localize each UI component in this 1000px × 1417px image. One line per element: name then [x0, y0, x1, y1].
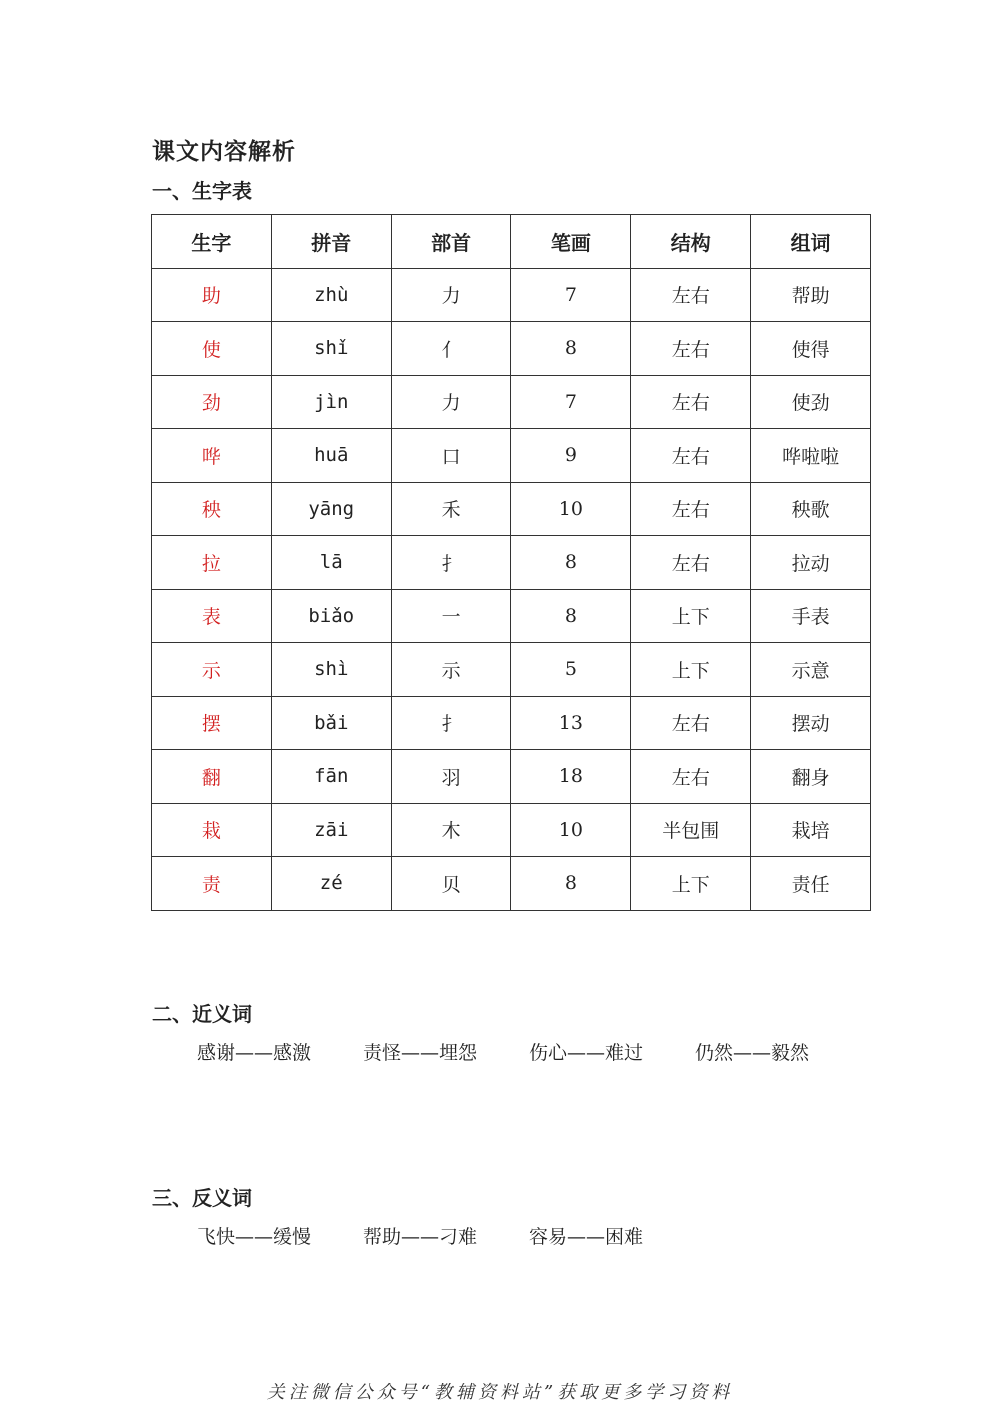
synonym-list — [197, 1038, 861, 1065]
structure-cell: 左右 — [631, 696, 751, 750]
word-cell: 责任 — [751, 857, 871, 911]
table-row — [152, 482, 871, 536]
word-cell: 摆动 — [751, 696, 871, 750]
synonym-pair: 仍然——毅然 — [695, 1042, 810, 1064]
table-header-row — [152, 215, 871, 269]
word-cell: 拉动 — [751, 536, 871, 590]
table-row — [152, 803, 871, 857]
structure-cell: 上下 — [631, 643, 751, 697]
radical-cell: 木 — [391, 803, 511, 857]
column-header: 生字 — [152, 215, 272, 269]
radical-cell: 扌 — [391, 536, 511, 590]
strokes-cell: 8 — [511, 857, 631, 911]
section-heading-synonyms: 二、近义词 — [152, 1002, 252, 1026]
pinyin-cell: bǎi — [271, 696, 391, 750]
pinyin-cell: huā — [271, 429, 391, 483]
radical-cell: 羽 — [391, 750, 511, 804]
char-cell: 栽 — [152, 803, 272, 857]
radical-cell: 一 — [391, 589, 511, 643]
table-row — [152, 322, 871, 376]
strokes-cell: 8 — [511, 536, 631, 590]
table-row — [152, 857, 871, 911]
column-header: 部首 — [391, 215, 511, 269]
strokes-cell: 7 — [511, 375, 631, 429]
strokes-cell: 10 — [511, 482, 631, 536]
pinyin-cell: zé — [271, 857, 391, 911]
column-header: 笔画 — [511, 215, 631, 269]
page-title: 课文内容解析 — [152, 138, 296, 165]
pinyin-cell: zhù — [271, 268, 391, 322]
radical-cell: 示 — [391, 643, 511, 697]
synonym-pair: 感谢——感激 — [197, 1042, 312, 1064]
char-cell: 翻 — [152, 750, 272, 804]
section-heading-antonyms: 三、反义词 — [152, 1186, 252, 1210]
structure-cell: 左右 — [631, 268, 751, 322]
structure-cell: 左右 — [631, 750, 751, 804]
antonym-pair: 帮助——刁难 — [363, 1226, 478, 1248]
table-row — [152, 589, 871, 643]
pinyin-cell: jìn — [271, 375, 391, 429]
strokes-cell: 13 — [511, 696, 631, 750]
antonym-list — [197, 1222, 695, 1249]
word-cell: 示意 — [751, 643, 871, 697]
column-header: 组词 — [751, 215, 871, 269]
table-row — [152, 536, 871, 590]
pinyin-cell: biǎo — [271, 589, 391, 643]
word-cell: 翻身 — [751, 750, 871, 804]
word-cell: 帮助 — [751, 268, 871, 322]
synonym-pair: 伤心——难过 — [529, 1042, 644, 1064]
column-header: 拼音 — [271, 215, 391, 269]
pinyin-cell: shǐ — [271, 322, 391, 376]
char-cell: 示 — [152, 643, 272, 697]
char-cell: 摆 — [152, 696, 272, 750]
table-row — [152, 696, 871, 750]
structure-cell: 左右 — [631, 536, 751, 590]
radical-cell: 扌 — [391, 696, 511, 750]
radical-cell: 力 — [391, 268, 511, 322]
strokes-cell: 8 — [511, 589, 631, 643]
strokes-cell: 7 — [511, 268, 631, 322]
char-cell: 助 — [152, 268, 272, 322]
radical-cell: 力 — [391, 375, 511, 429]
structure-cell: 上下 — [631, 857, 751, 911]
pinyin-cell: yāng — [271, 482, 391, 536]
char-cell: 拉 — [152, 536, 272, 590]
strokes-cell: 8 — [511, 322, 631, 376]
table-row — [152, 643, 871, 697]
pinyin-cell: lā — [271, 536, 391, 590]
pinyin-cell: zāi — [271, 803, 391, 857]
pinyin-cell: fān — [271, 750, 391, 804]
footer-note: 关注微信公众号“教辅资料站”获取更多学习资料 — [266, 1382, 734, 1403]
word-cell: 哗啦啦 — [751, 429, 871, 483]
structure-cell: 左右 — [631, 375, 751, 429]
antonym-pair: 容易——困难 — [529, 1226, 644, 1248]
word-cell: 使劲 — [751, 375, 871, 429]
structure-cell: 左右 — [631, 429, 751, 483]
structure-cell: 上下 — [631, 589, 751, 643]
strokes-cell: 9 — [511, 429, 631, 483]
table-row — [152, 429, 871, 483]
char-cell: 表 — [152, 589, 272, 643]
strokes-cell: 18 — [511, 750, 631, 804]
table-row — [152, 268, 871, 322]
structure-cell: 半包围 — [631, 803, 751, 857]
word-cell: 使得 — [751, 322, 871, 376]
radical-cell: 口 — [391, 429, 511, 483]
char-cell: 使 — [152, 322, 272, 376]
word-cell: 手表 — [751, 589, 871, 643]
structure-cell: 左右 — [631, 322, 751, 376]
radical-cell: 禾 — [391, 482, 511, 536]
word-cell: 栽培 — [751, 803, 871, 857]
table-row — [152, 375, 871, 429]
character-table — [151, 214, 871, 911]
radical-cell: 贝 — [391, 857, 511, 911]
char-cell: 责 — [152, 857, 272, 911]
word-cell: 秧歌 — [751, 482, 871, 536]
char-cell: 劲 — [152, 375, 272, 429]
char-cell: 哗 — [152, 429, 272, 483]
section-heading-char-table: 一、生字表 — [152, 179, 252, 203]
structure-cell: 左右 — [631, 482, 751, 536]
antonym-pair: 飞快——缓慢 — [197, 1226, 312, 1248]
strokes-cell: 5 — [511, 643, 631, 697]
char-cell: 秧 — [152, 482, 272, 536]
table-row — [152, 750, 871, 804]
radical-cell: 亻 — [391, 322, 511, 376]
strokes-cell: 10 — [511, 803, 631, 857]
pinyin-cell: shì — [271, 643, 391, 697]
column-header: 结构 — [631, 215, 751, 269]
synonym-pair: 责怪——埋怨 — [363, 1042, 478, 1064]
